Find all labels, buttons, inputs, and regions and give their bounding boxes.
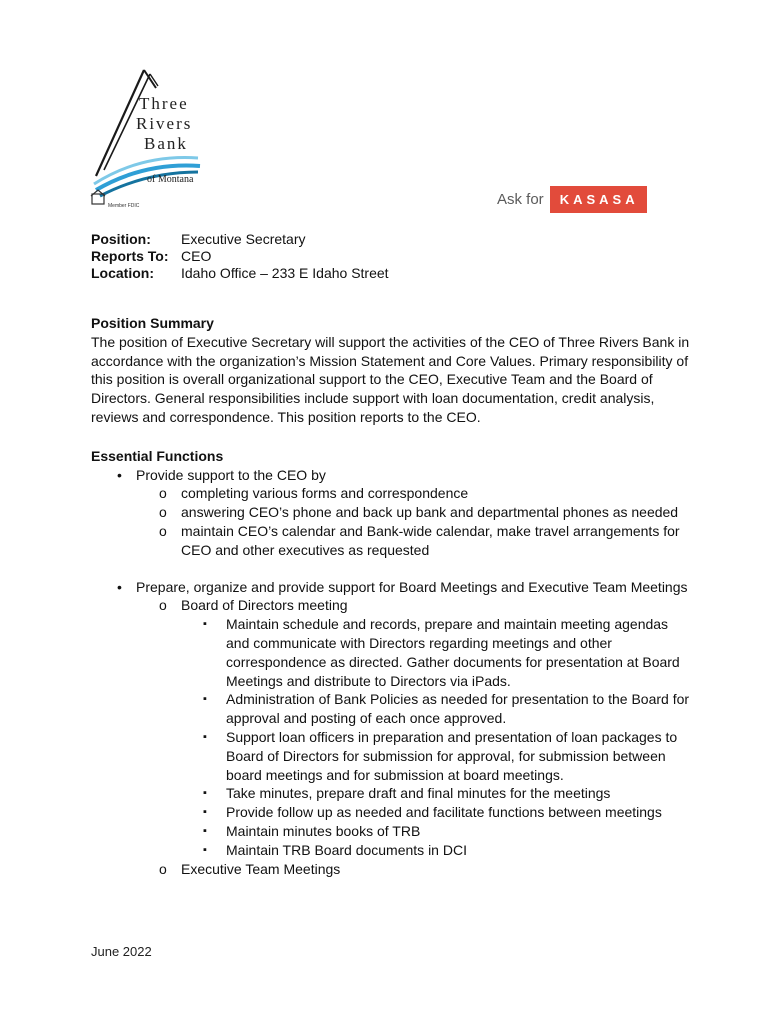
square-bullet-item: ▪ Administration of Bank Policies as needed for presentation to the Board for approval and posting of each once approved.: [91, 690, 691, 728]
logo-line-3: Bank: [144, 134, 188, 153]
footer-date: June 2022: [91, 944, 152, 959]
square-bullet-item: ▪ Support loan officers in preparation and presentation of loan packages to Board of Directors for submission for approval, for submission between board meetings and for submission at board meetings.: [91, 728, 691, 784]
reports-to-row: [91, 248, 389, 265]
bank-logo: [86, 66, 206, 216]
logo-subtitle: of Montana: [147, 174, 194, 185]
location-value: Idaho Office – 233 E Idaho Street: [181, 265, 389, 281]
sub-bullet-item: o Board of Directors meeting: [91, 596, 691, 615]
kasasa-brand: KASASA: [550, 186, 647, 213]
square-bullet-item: ▪ Take minutes, prepare draft and final minutes for the meetings: [91, 784, 691, 803]
document-body: [91, 314, 691, 878]
logo-line-1: Three: [139, 94, 189, 113]
member-fdic-label: Member FDIC: [108, 203, 140, 209]
position-row: [91, 231, 389, 248]
square-bullet-item: ▪ Maintain minutes books of TRB: [91, 822, 691, 841]
position-summary-heading: Position Summary: [91, 315, 214, 331]
position-value: Executive Secretary: [181, 231, 306, 247]
sub-bullet-item: o Executive Team Meetings: [91, 860, 691, 879]
essential-functions-heading: Essential Functions: [91, 447, 224, 464]
kasasa-badge: [497, 185, 647, 213]
reports-to-label: Reports To:: [91, 248, 169, 264]
sub-bullet-item: o completing various forms and correspondence: [91, 484, 691, 503]
position-summary-text: The position of Executive Secretary will support the activities of the CEO of Three Rivers Bank in accordance with the organization’s Mission Statement and Core Values. Primary responsibility of this position is overall organizational support to the CEO, Executive Team and the Board of Directors. General responsibilities include support with loan documentation, credit analysis, reviews and correspondence. This position reports to the CEO.: [91, 333, 690, 425]
position-label: Position:: [91, 231, 151, 247]
square-bullet-item: ▪ Maintain schedule and records, prepare and maintain meeting agendas and communicate with Directors regarding meetings and other correspondence as directed. Gather documents for presentation at Board Meetings and distribute to Directors via iPads.: [91, 615, 691, 690]
kasasa-ask-text: Ask for: [497, 190, 544, 208]
bullet-item: • Prepare, organize and provide support for Board Meetings and Executive Team Meetings: [91, 578, 691, 597]
square-bullet-item: ▪ Provide follow up as needed and facilitate functions between meetings: [91, 803, 691, 822]
sub-bullet-item: o answering CEO’s phone and back up bank and departmental phones as needed: [91, 503, 691, 522]
reports-to-value: CEO: [181, 248, 212, 264]
job-meta: [91, 231, 389, 282]
logo-line-2: Rivers: [136, 114, 193, 133]
location-row: [91, 265, 389, 282]
location-label: Location:: [91, 265, 154, 281]
sub-bullet-item: o maintain CEO’s calendar and Bank-wide calendar, make travel arrangements for CEO and other executives as requested: [91, 522, 691, 560]
bullet-item: • Provide support to the CEO by: [91, 466, 691, 485]
square-bullet-item: ▪ Maintain TRB Board documents in DCI: [91, 841, 691, 860]
